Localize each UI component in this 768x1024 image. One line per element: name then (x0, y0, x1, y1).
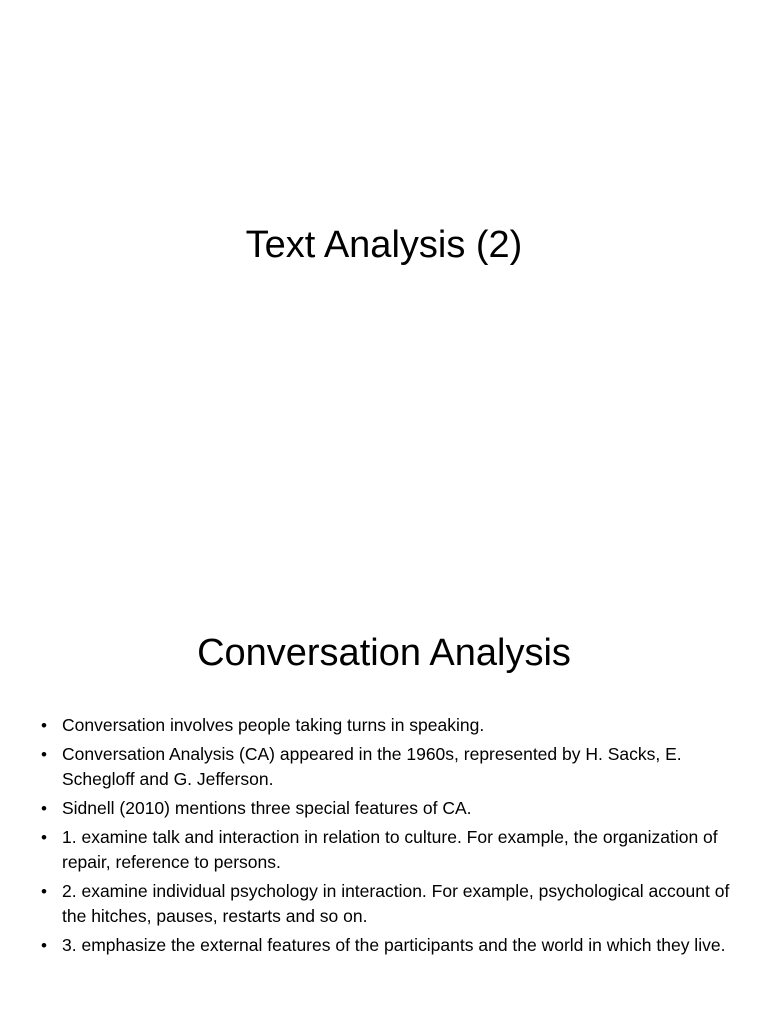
bullet-icon: • (41, 745, 47, 764)
slide-title: Text Analysis (2) (245, 224, 523, 266)
bullet-icon: • (41, 799, 47, 818)
bullet-icon: • (41, 716, 47, 735)
bullet-item (38, 713, 738, 738)
bullet-icon: • (41, 828, 47, 847)
bullet-item (38, 933, 738, 958)
bullet-list (38, 713, 738, 962)
slide-title: Conversation Analysis (197, 632, 571, 674)
bullet-icon: • (41, 936, 47, 955)
bullet-text: 2. examine individual psychology in interaction. For example, psychological account of the hitches, pauses, restarts and so on. (62, 881, 730, 926)
bullet-icon: • (41, 882, 47, 901)
bullet-text: Sidnell (2010) mentions three special features of CA. (62, 798, 472, 818)
bullet-text: Conversation involves people taking turns in speaking. (62, 715, 485, 735)
bullet-text: 3. emphasize the external features of the participants and the world in which they live. (62, 935, 726, 955)
bullet-text: Conversation Analysis (CA) appeared in the 1960s, represented by H. Sacks, E. Schegloff and G. Jefferson. (62, 744, 682, 789)
bullet-item (38, 825, 738, 875)
bullet-item (38, 742, 738, 792)
slide-2 (0, 576, 768, 1024)
bullet-item (38, 879, 738, 929)
bullet-text: 1. examine talk and interaction in relation to culture. For example, the organization of repair, reference to persons. (62, 827, 718, 872)
bullet-item (38, 796, 738, 821)
